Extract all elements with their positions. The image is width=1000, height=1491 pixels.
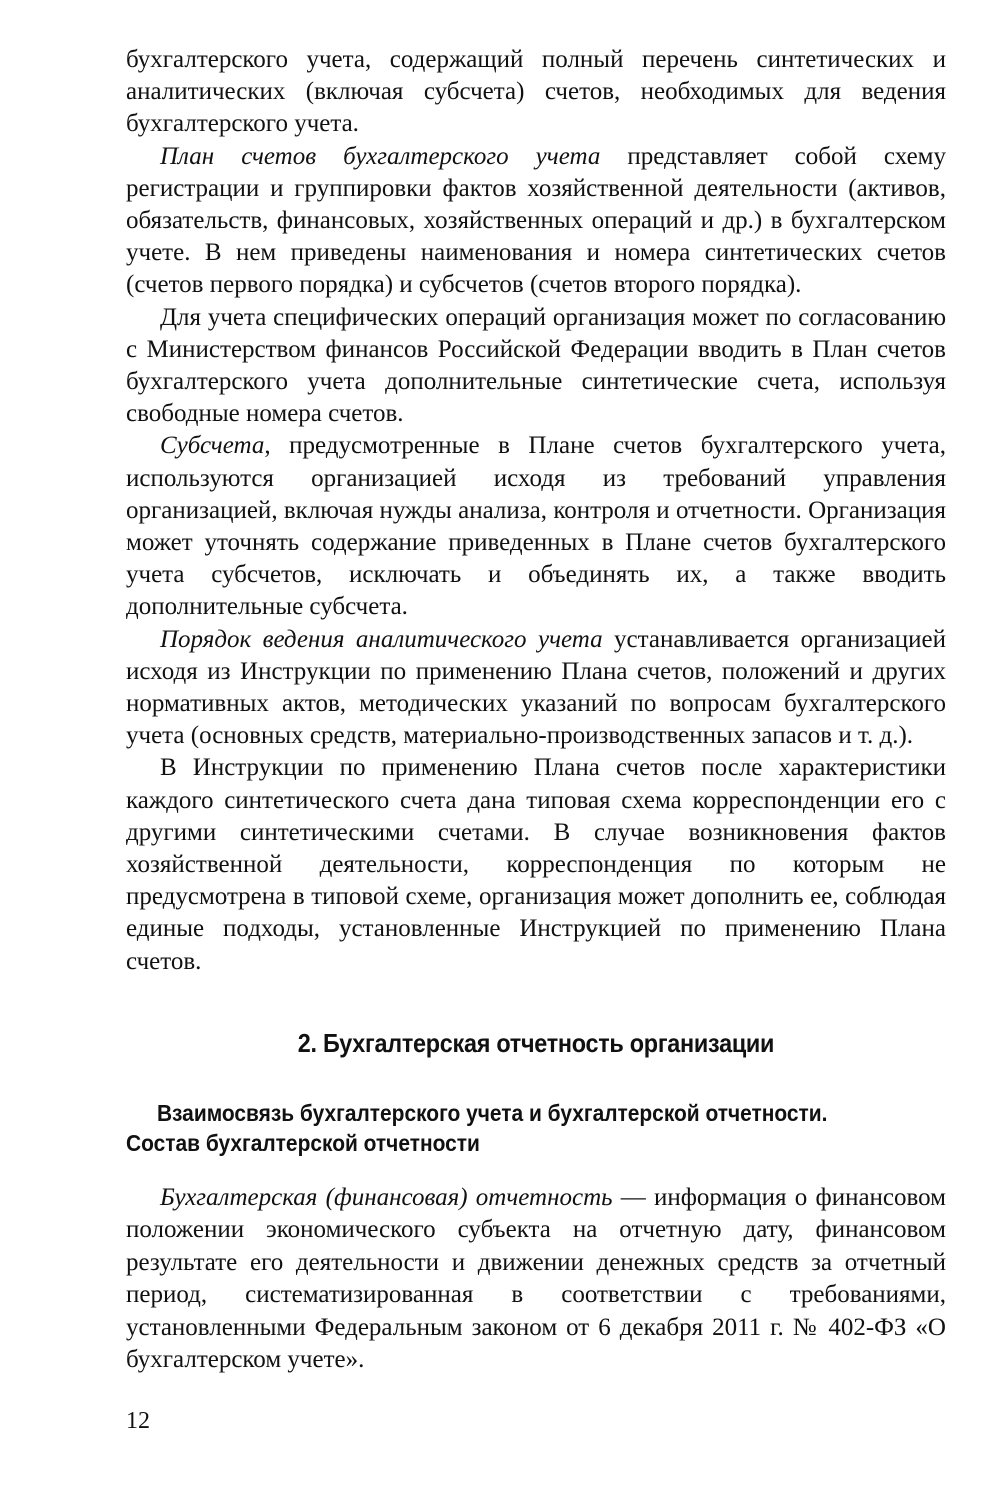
paragraph-text: В Инструкции по применению Плана счетов после характеристики каждого синтетического счета дана типовая схема корреспонденции его с другими синтетическими счетами. В случае возникновения фактов хозяйственной деятельности, корреспонденция по которым не предусмотрена в типовой схеме, организация может дополнить ее, соблюдая единые подходы, установленные Инструкцией по применению Плана счетов. [126, 754, 946, 975]
page-body [126, 44, 946, 1374]
paragraph-instruction [126, 752, 946, 977]
italic-term: Порядок ведения аналитического учета [160, 625, 603, 653]
section-heading: 2. Бухгалтерская отчетность организации [297, 1028, 775, 1058]
italic-term: План счетов бухгалтерского учета [160, 142, 601, 170]
section-body [126, 1182, 946, 1376]
italic-term: Бухгалтерская (финансовая) отчетность [160, 1184, 613, 1211]
paragraph-subaccounts [126, 430, 946, 623]
paragraph-text: , предусмотренные в Плане счетов бухгалтерского учета, используются организацией исходя из требований управления организацией, включая нужды анализа, контроля и отчетности. Организация может уточнять содержание приведенных в Плане счетов бухгалтерского учета субсчетов, исключать и объединять их, а также вводить дополнительные субсчета. [126, 432, 946, 621]
paragraph-text: бухгалтерского учета, содержащий полный перечень синтетических и аналитических (включая субсчета) счетов, необходимых для ведения бухгалтерского учета. [126, 46, 946, 138]
paragraph-specific-operations [126, 302, 946, 431]
paragraph-analytical-accounting [126, 624, 946, 753]
subsection-heading-line-1: Взаимосвязь бухгалтерского учета и бухгалтерской отчетности. [156, 1100, 828, 1126]
page-number: 12 [126, 1408, 150, 1434]
paragraph-financial-statements [126, 1182, 946, 1376]
paragraph-text: представляет собой схему регистрации и группировки фактов хозяйственной деятельности (активов, обязательств, финансовых, хозяйственных операций и др.) в бухгалтерском учете. В нем приведены наименования и номера синтетических счетов (счетов первого порядка) и субсчетов (счетов второго порядка). [126, 142, 946, 299]
paragraph-chart-of-accounts [126, 141, 946, 302]
subsection-heading [126, 1098, 945, 1158]
paragraph-text: — информация о финансовом положении экономического субъекта на отчетную дату, финансовом результате его деятельности и движении денежных средств за отчетный период, систематизированная в соответствии с требованиями, установленными Федеральным законом от 6 декабря 2011 г. № 402-ФЗ «О бухгалтерском учете». [126, 1184, 946, 1374]
paragraph-text: Для учета специфических операций организация может по согласованию с Министерством финансов Российской Федерации вводить в План счетов бухгалтерского учета дополнительные синтетические счета, используя свободные номера счетов. [126, 303, 946, 428]
italic-term: Субсчета [160, 432, 265, 460]
paragraph-text: устанавливается организацией исходя из Инструкции по применению Плана счетов, положений и других нормативных актов, методических указаний по вопросам бухгалтерского учета (основных средств, материально-производственных запасов и т. д.). [126, 625, 946, 750]
paragraph-continuation [126, 44, 946, 141]
subsection-heading-line-2: Состав бухгалтерской отчетности [126, 1130, 480, 1156]
